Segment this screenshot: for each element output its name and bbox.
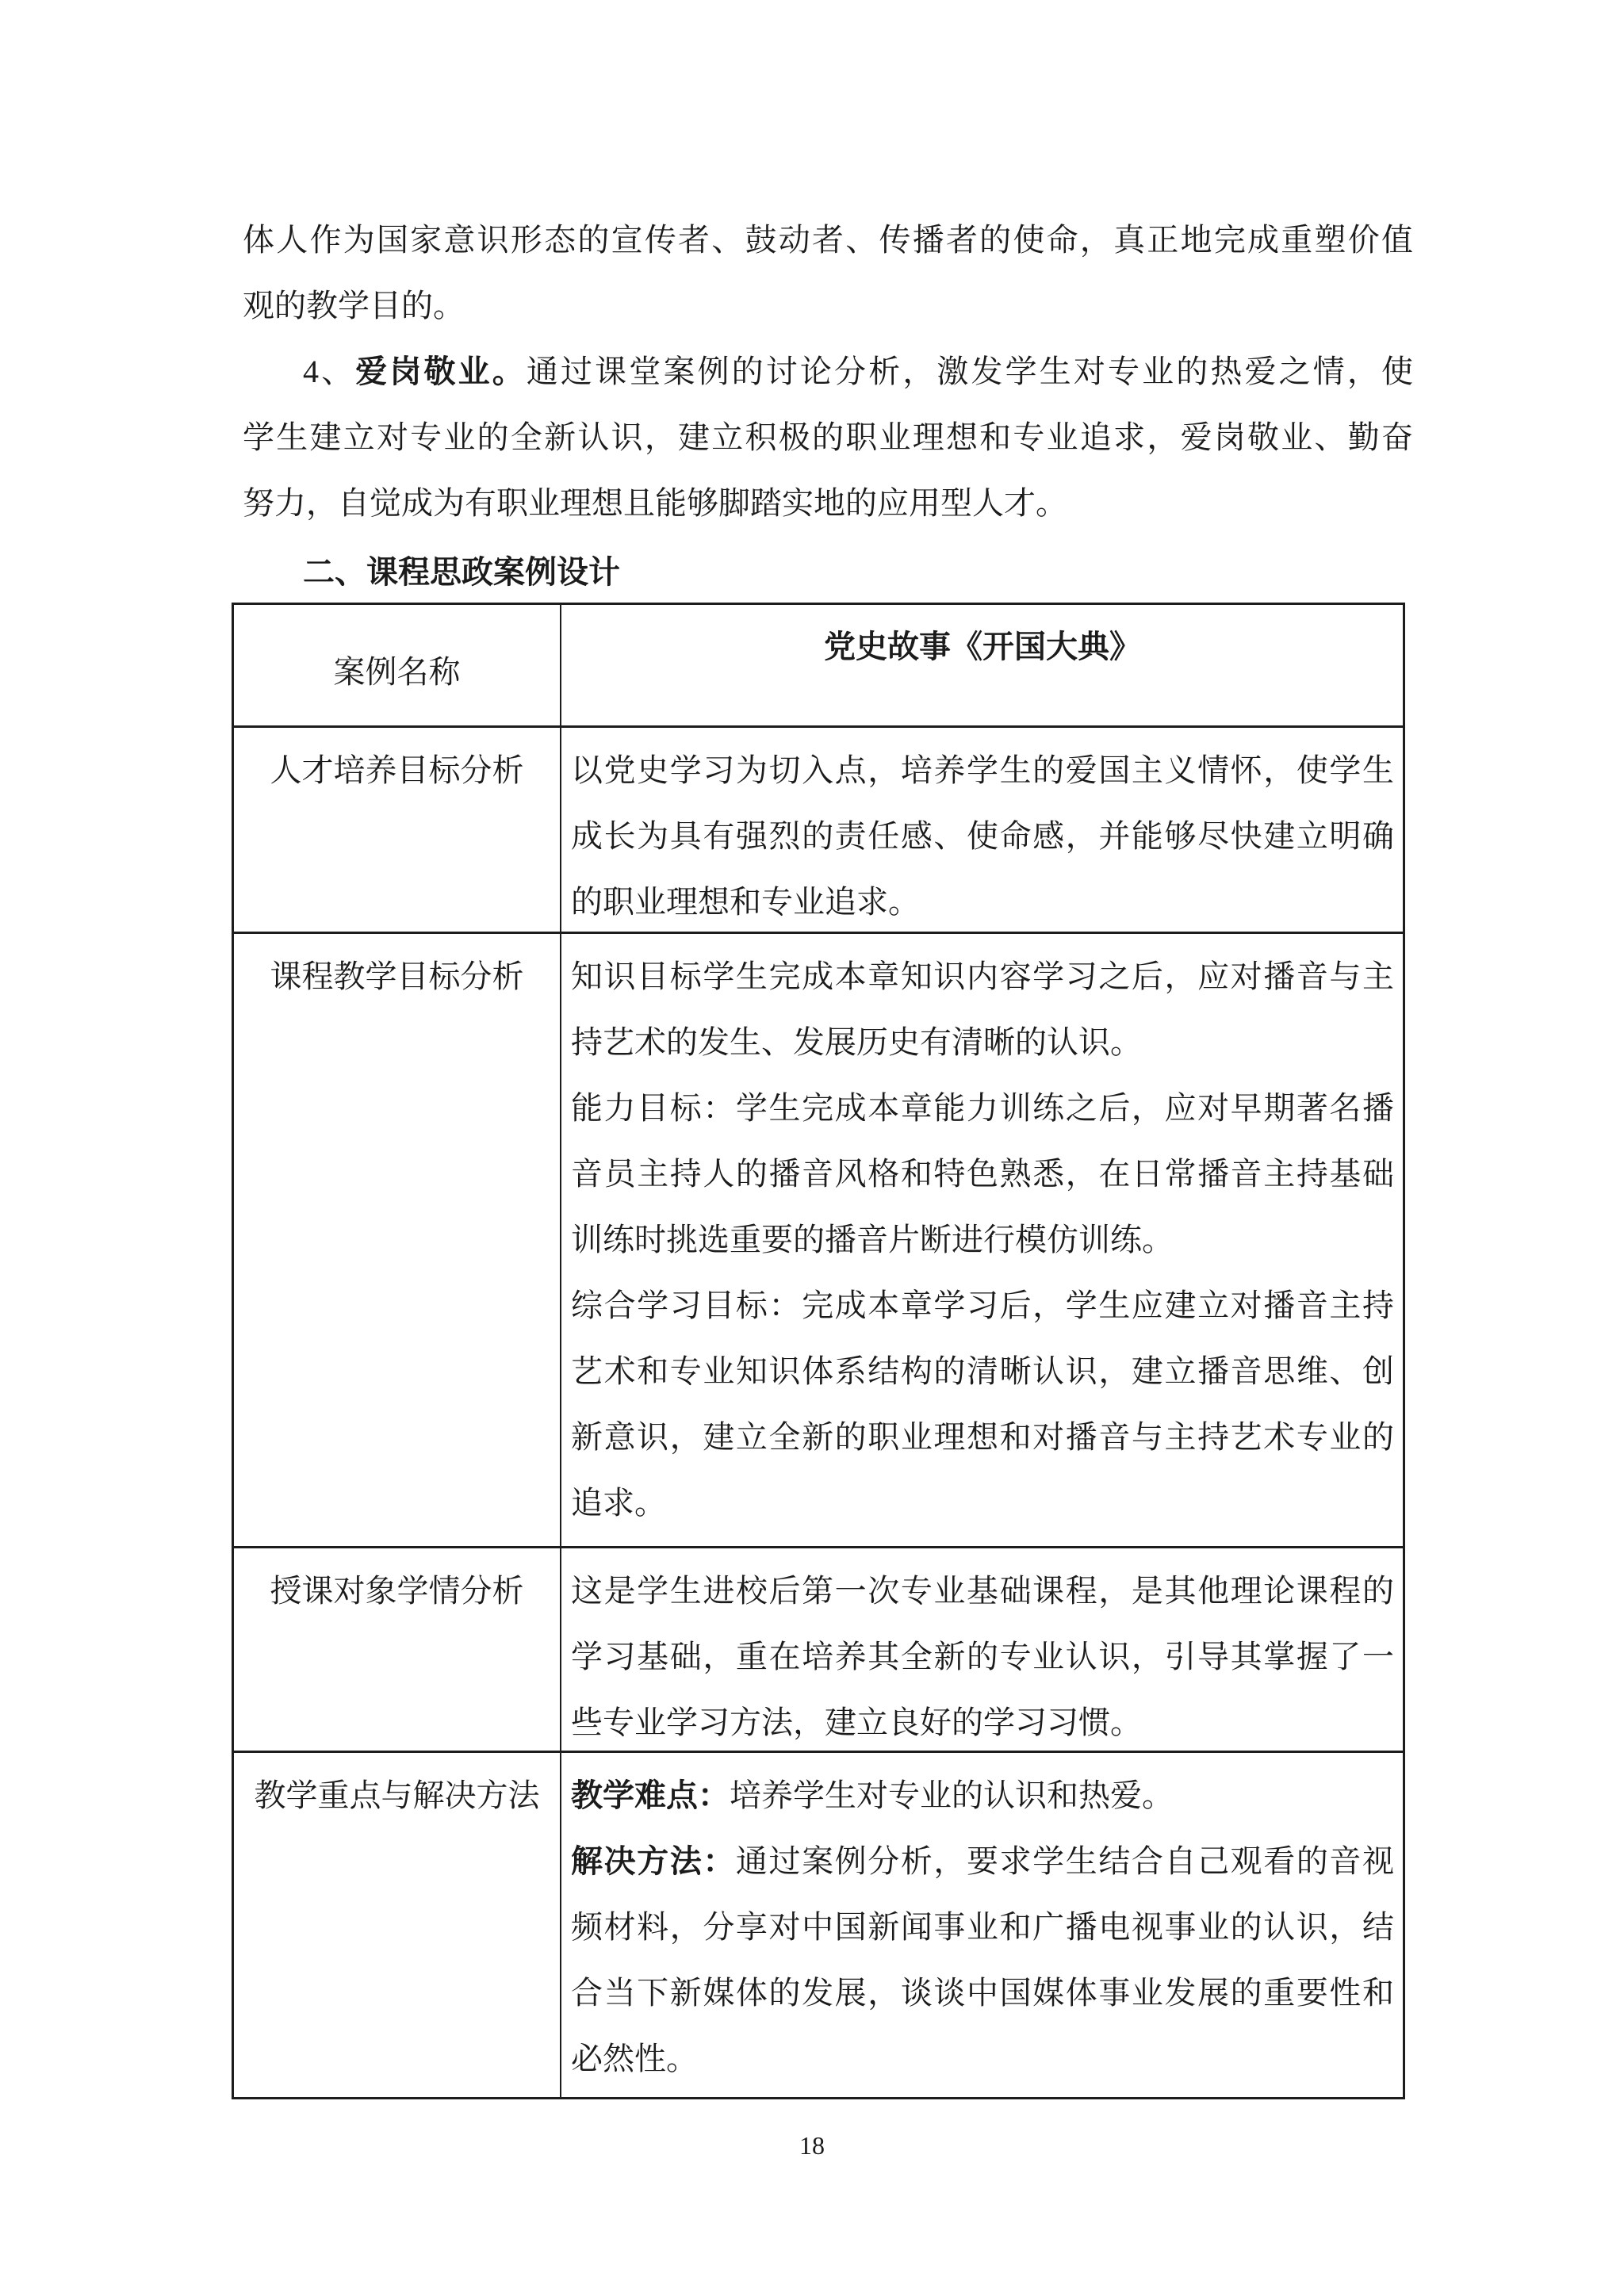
case-design-table (232, 603, 1405, 2099)
table-content-line: 新意识，建立全新的职业理想和对播音与主持艺术专业的 (571, 1419, 1394, 1455)
table-content-line (571, 1762, 1394, 1828)
body-line: 体人作为国家意识形态的宣传者、鼓动者、传播者的使命，真正地完成重塑价值 (243, 222, 1413, 258)
table-content-line: 这是学生进校后第一次专业基础课程，是其他理论课程的 (571, 1573, 1394, 1609)
body-line: 努力，自觉成为有职业理想且能够脚踏实地的应用型人才。 (243, 485, 1067, 521)
table-content-line: 音员主持人的播音风格和特色熟悉，在日常播音主持基础 (571, 1156, 1394, 1192)
row-content-cell (561, 728, 1403, 932)
bold-lead-text: 教学难点： (571, 1777, 730, 1813)
table-content-line: 些专业学习方法，建立良好的学习习惯。 (571, 1705, 1142, 1740)
header-title-cell (561, 605, 1403, 725)
list-number: 4、 (303, 354, 356, 389)
body-text (243, 207, 1413, 605)
table-content-line: 成长为具有强烈的责任感、使命感，并能够尽快建立明确 (571, 818, 1394, 854)
table-content-line (571, 1828, 1394, 1894)
table-content-line: 以党史学习为切入点，培养学生的爱国主义情怀，使学生 (571, 752, 1394, 788)
table-content-line: 的职业理想和专业追求。 (571, 884, 920, 920)
row-label-cell (234, 934, 561, 1546)
header-label: 案例名称 (333, 654, 461, 690)
table-content-line: 综合学习目标：完成本章学习后，学生应建立对播音主持 (571, 1288, 1394, 1323)
table-row-header (234, 605, 1403, 728)
table-content-line: 学习基础，重在培养其全新的专业认识，引导其掌握了一 (571, 1639, 1394, 1674)
row-content-cell (561, 934, 1403, 1546)
bold-lead-text: 解决方法： (571, 1843, 736, 1879)
table-row (234, 728, 1403, 934)
table-content-line: 合当下新媒体的发展，谈谈中国媒体事业发展的重要性和 (571, 1975, 1394, 2011)
table-content-line: 能力目标：学生完成本章能力训练之后，应对早期著名播 (571, 1090, 1394, 1126)
row-label: 课程教学目标分析 (270, 959, 524, 994)
row-label-cell (234, 1548, 561, 1751)
bold-lead-text: 爱岗敬业。 (355, 354, 527, 389)
body-line-text: 通过课堂案例的讨论分析，激发学生对专业的热爱之情，使 (526, 354, 1413, 389)
section-heading: 二、课程思政案例设计 (303, 554, 620, 590)
row-label-cell (234, 1753, 561, 2097)
table-content-line: 训练时挑选重要的播音片断进行模仿训练。 (571, 1222, 1174, 1257)
row-label-cell (234, 728, 561, 932)
table-content-line: 追求。 (571, 1485, 666, 1521)
body-line (243, 339, 1413, 404)
table-content-text: 培养学生对专业的认识和热爱。 (730, 1777, 1174, 1813)
table-row (234, 1548, 1403, 1753)
row-content-cell (561, 1548, 1403, 1751)
table-content-text: 通过案例分析，要求学生结合自己观看的音视 (735, 1843, 1394, 1879)
table-content-line: 必然性。 (571, 2041, 698, 2076)
body-line: 观的教学目的。 (243, 288, 465, 323)
table-content-line: 知识目标学生完成本章知识内容学习之后，应对播音与主 (571, 959, 1394, 994)
table-content-line: 持艺术的发生、发展历史有清晰的认识。 (571, 1024, 1142, 1060)
row-label: 授课对象学情分析 (270, 1573, 524, 1609)
header-label-cell (234, 605, 561, 725)
table-row (234, 1753, 1403, 2097)
table-content-line: 频材料，分享对中国新闻事业和广播电视事业的认识，结 (571, 1909, 1394, 1945)
case-title: 党史故事《开国大典》 (824, 629, 1141, 664)
table-row (234, 934, 1403, 1548)
page-number: 18 (799, 2131, 825, 2160)
row-content-cell (561, 1753, 1403, 2097)
body-line: 学生建立对专业的全新认识，建立积极的职业理想和专业追求，爱岗敬业、勤奋 (243, 419, 1413, 455)
table-content-line: 艺术和专业知识体系结构的清晰认识，建立播音思维、创 (571, 1353, 1394, 1389)
row-label: 教学重点与解决方法 (254, 1777, 540, 1813)
row-label: 人才培养目标分析 (270, 752, 524, 788)
